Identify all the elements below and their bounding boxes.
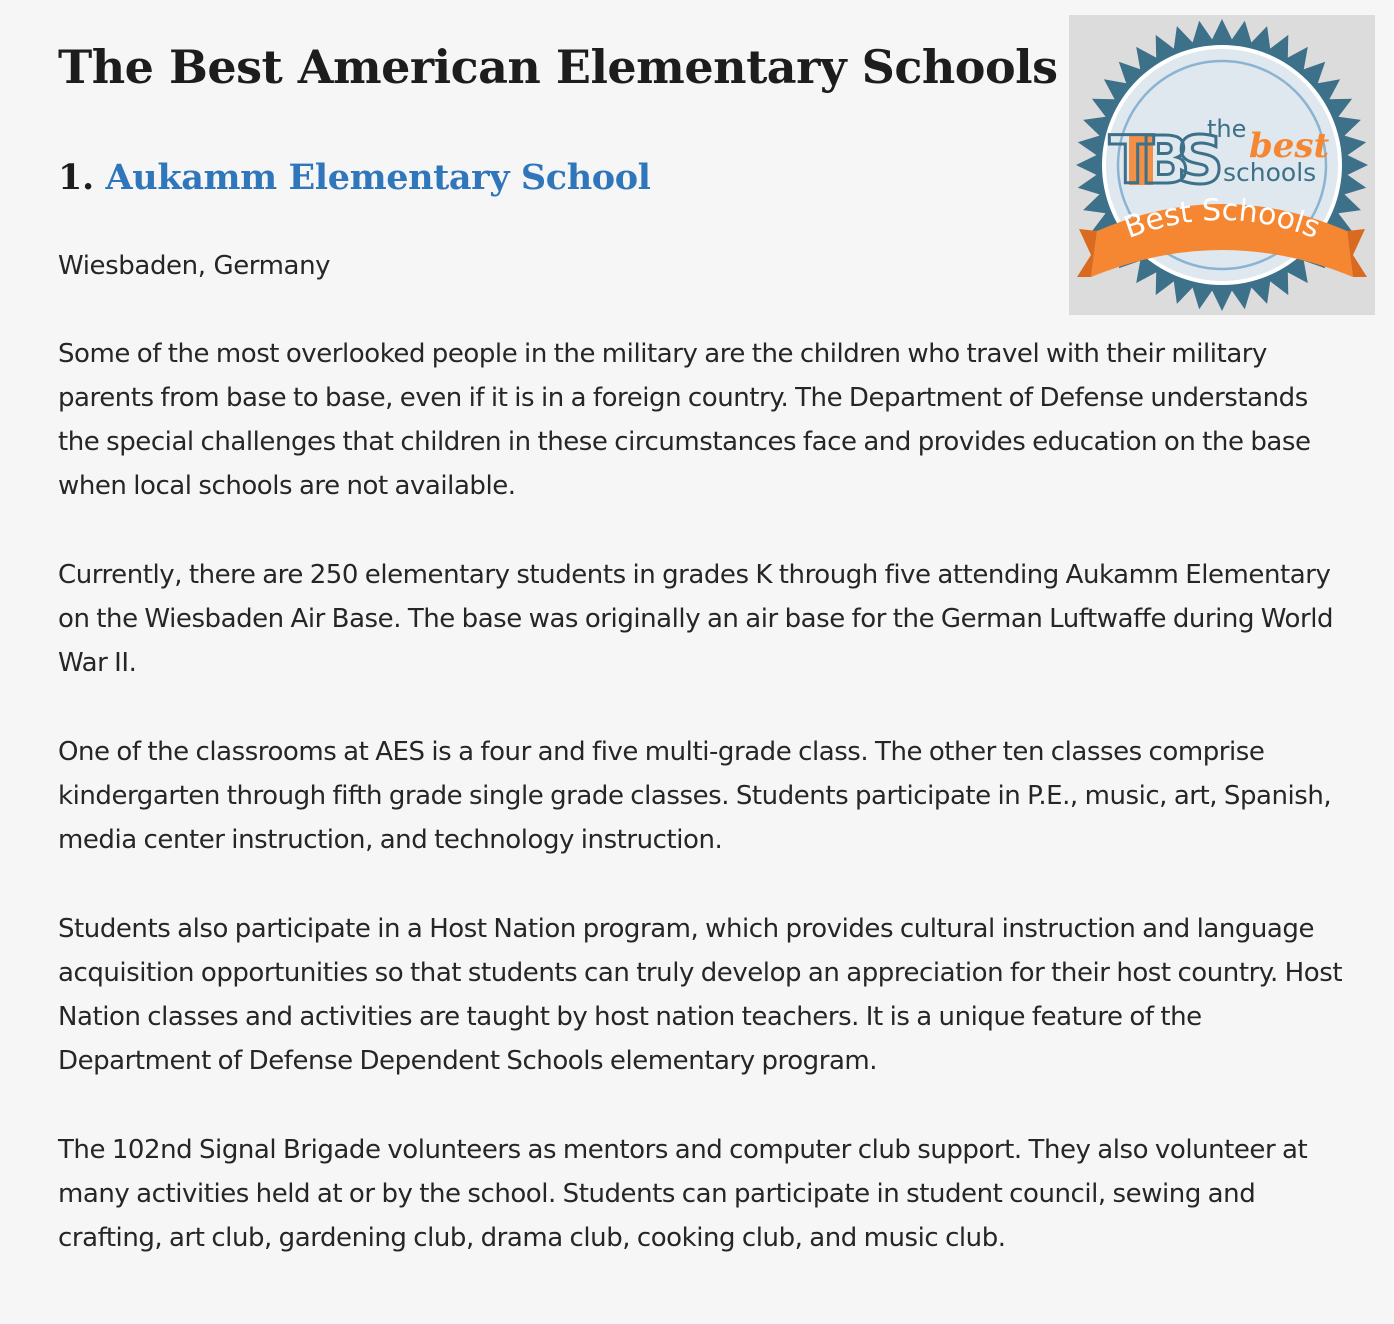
paragraph: Students also participate in a Host Nation program, which provides cultural instruction and language acquisition opportunities so that students can truly develop an appreciation for their host country. Host Nation classes and activities are taught by host nation teachers. It is a unique feature of the Department of Defense Dependent Schools elementary program. <box>58 914 1343 1076</box>
school-name-link[interactable]: Aukamm Elementary School <box>105 157 651 198</box>
paragraph: Currently, there are 250 elementary students in grades K through five attending Aukamm Elementary on the Wiesbaden Air Base. The base was originally an air base for the German Luftwaffe during World War II. <box>58 560 1334 678</box>
best-schools-seal-icon <box>1069 15 1375 315</box>
school-heading <box>58 152 651 204</box>
school-rank: 1. <box>58 157 94 198</box>
badge-word-the: the <box>1207 115 1247 143</box>
badge-word-schools: schools <box>1223 158 1317 187</box>
paragraph: One of the classrooms at AES is a four and five multi-grade class. The other ten classes comprise kindergarten through fifth grade single grade classes. Students participate in P.E., music, art, Spanish, media center instruction, and technology instruction. <box>58 737 1332 855</box>
ribbon-text: Best Schools <box>1119 192 1325 246</box>
monogram-text: TBS <box>1109 122 1210 199</box>
badge-word-best: best <box>1249 126 1330 166</box>
article-body <box>58 332 1348 1305</box>
page-title: The Best American Elementary Schools <box>58 40 1058 94</box>
school-location: Wiesbaden, Germany <box>58 251 331 281</box>
paragraph: The 102nd Signal Brigade volunteers as mentors and computer club support. They also volunteer at many activities held at or by the school. Students can participate in student council, sewing and crafting, art club, gardening club, drama club, cooking club, and music club. <box>58 1135 1308 1253</box>
paragraph: Some of the most overlooked people in the military are the children who travel with their military parents from base to base, even if it is in a foreign country. The Department of Defense understands the special challenges that children in these circumstances face and provides education on the base when local schools are not available. <box>58 339 1311 501</box>
best-schools-badge-image <box>1069 15 1375 315</box>
